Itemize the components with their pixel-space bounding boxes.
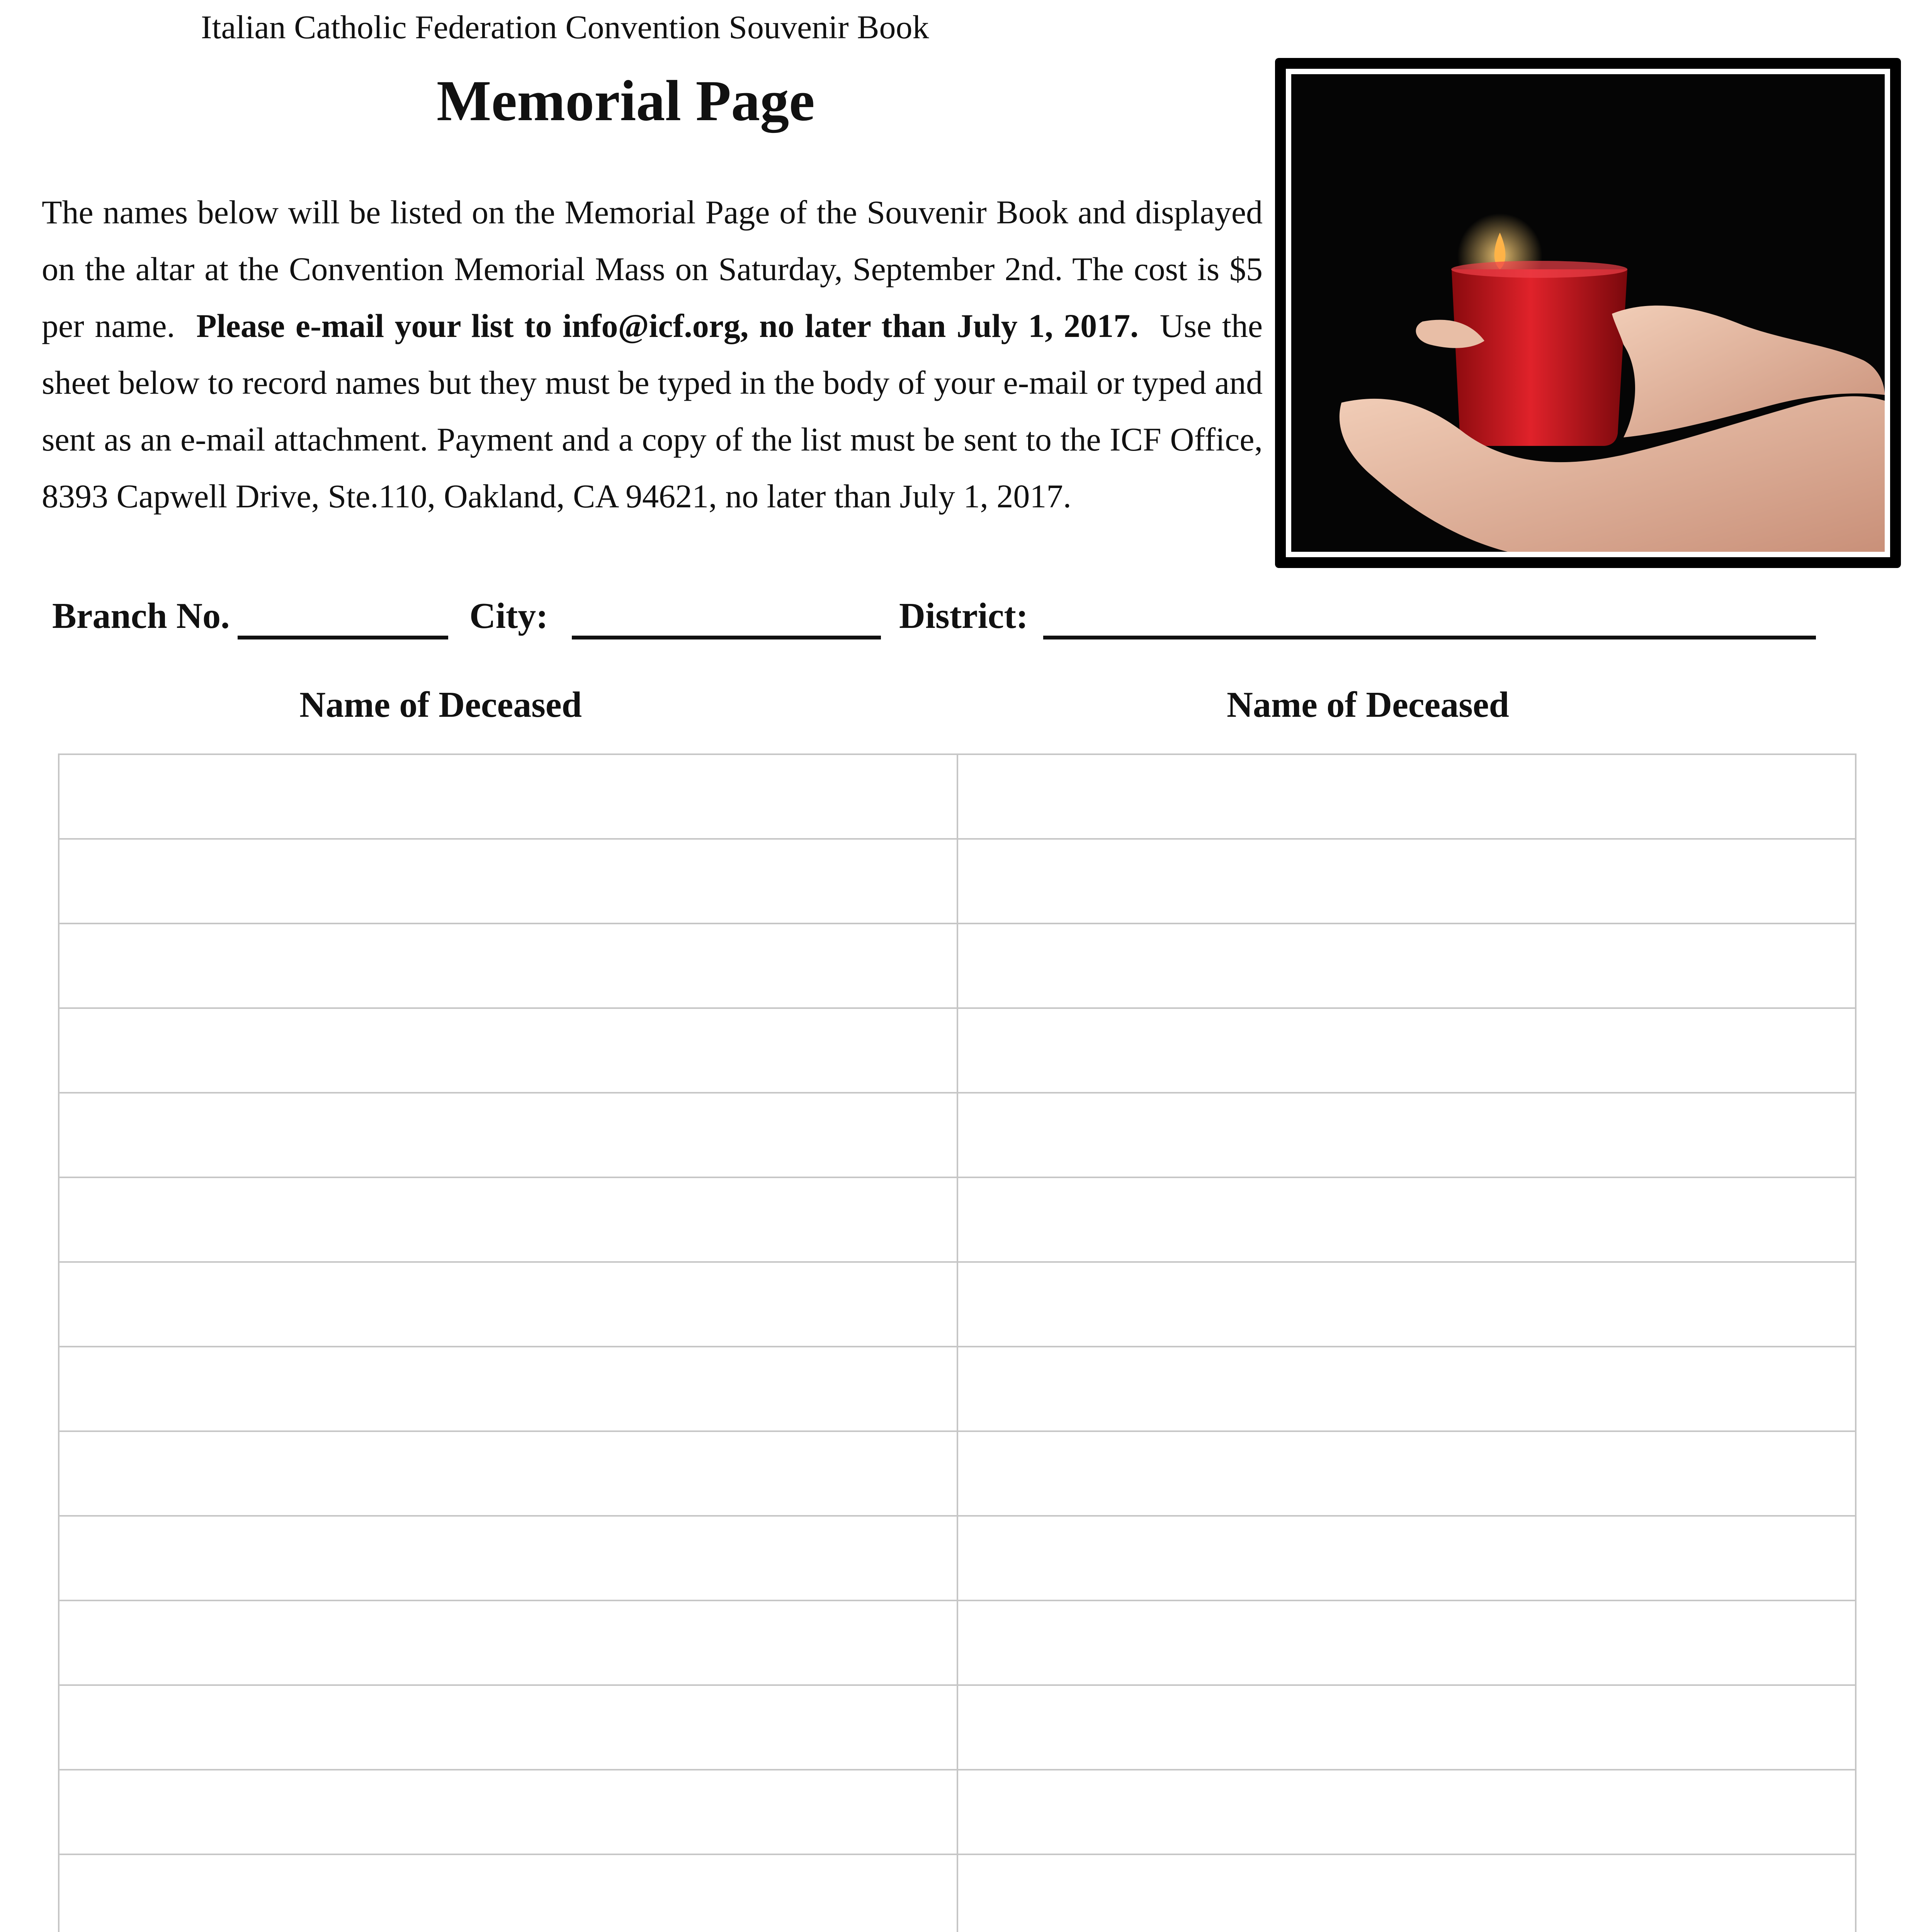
table-row [59, 754, 1856, 839]
column-header-left: Name of Deceased [299, 685, 582, 725]
deceased-name-cell-left[interactable] [59, 839, 957, 923]
page-title: Memorial Page [437, 69, 815, 133]
deceased-name-cell-right[interactable] [957, 1177, 1856, 1262]
column-header-right: Name of Deceased [1227, 685, 1509, 725]
table-row [59, 1093, 1856, 1177]
candle-hands-image [1291, 74, 1885, 552]
table-row [59, 1770, 1856, 1854]
deceased-names-table [58, 753, 1856, 1932]
deceased-name-cell-left[interactable] [59, 1093, 957, 1177]
deceased-name-cell-left[interactable] [59, 1854, 957, 1932]
deceased-name-cell-right[interactable] [957, 1008, 1856, 1093]
branch-number-field[interactable] [238, 636, 448, 639]
deceased-name-cell-left[interactable] [59, 754, 957, 839]
district-field[interactable] [1043, 636, 1816, 639]
deceased-name-cell-left[interactable] [59, 1600, 957, 1685]
candle-photo [1286, 69, 1890, 557]
deceased-name-cell-right[interactable] [957, 1854, 1856, 1932]
table-row [59, 1854, 1856, 1932]
deceased-name-cell-left[interactable] [59, 1177, 957, 1262]
deceased-name-cell-right[interactable] [957, 1770, 1856, 1854]
intro-paragraph [42, 184, 1263, 525]
candle-photo-frame [1275, 58, 1901, 568]
branch-label: Branch No. [52, 596, 230, 636]
table-row [59, 1431, 1856, 1516]
deceased-name-cell-left[interactable] [59, 1770, 957, 1854]
names-table-body [59, 754, 1856, 1932]
deceased-name-cell-left[interactable] [59, 1347, 957, 1431]
table-row [59, 1347, 1856, 1431]
deceased-name-cell-right[interactable] [957, 839, 1856, 923]
souvenir-book-heading: Italian Catholic Federation Convention Souvenir Book [201, 9, 929, 46]
deceased-name-cell-right[interactable] [957, 754, 1856, 839]
intro-text-part1: The names below will be listed on the Memorial Page of the Souvenir Book and displayed on the altar at the Convention Memorial Mass on Saturday, September 2nd. The cost is $5 per name. [42, 194, 1263, 344]
red-candle-holder [1452, 269, 1627, 446]
deceased-name-cell-left[interactable] [59, 1431, 957, 1516]
city-label: City: [469, 596, 548, 636]
deceased-name-cell-right[interactable] [957, 1262, 1856, 1347]
deceased-name-cell-right[interactable] [957, 1516, 1856, 1600]
deceased-name-cell-right[interactable] [957, 1685, 1856, 1770]
deceased-name-cell-right[interactable] [957, 1093, 1856, 1177]
table-row [59, 1685, 1856, 1770]
deceased-name-cell-right[interactable] [957, 1600, 1856, 1685]
table-row [59, 923, 1856, 1008]
deceased-name-cell-right[interactable] [957, 923, 1856, 1008]
deceased-name-cell-right[interactable] [957, 1347, 1856, 1431]
deceased-name-cell-left[interactable] [59, 1008, 957, 1093]
table-row [59, 1262, 1856, 1347]
intro-deadline-bold: Please e-mail your list to info@icf.org, no later than July 1, 2017. [196, 307, 1139, 344]
table-row [59, 1600, 1856, 1685]
table-row [59, 1177, 1856, 1262]
deceased-name-cell-left[interactable] [59, 1262, 957, 1347]
table-row [59, 1008, 1856, 1093]
deceased-name-cell-left[interactable] [59, 1516, 957, 1600]
district-label: District: [899, 596, 1029, 636]
city-field[interactable] [572, 636, 881, 639]
table-row [59, 1516, 1856, 1600]
intro-text-part2: Use the sheet below to record names but they must be typed in the body of your e-mail or typed and sent as an e-mail attachment. Payment and a copy of the list must be sent to the ICF Office, 8393 Capwell Drive, Ste.110, Oakland, CA 94621, no later than July 1, 2017. [42, 307, 1263, 515]
deceased-name-cell-left[interactable] [59, 923, 957, 1008]
table-row [59, 839, 1856, 923]
deceased-name-cell-left[interactable] [59, 1685, 957, 1770]
deceased-name-cell-right[interactable] [957, 1431, 1856, 1516]
